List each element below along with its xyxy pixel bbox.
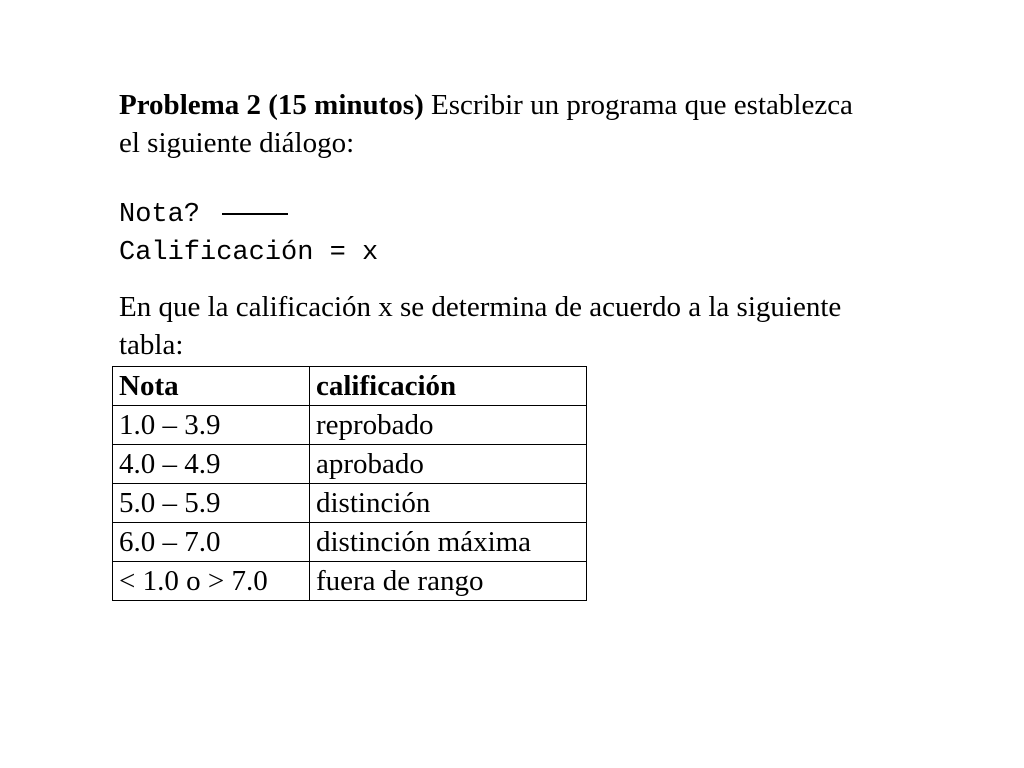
table-row (113, 484, 587, 523)
table-row (113, 562, 587, 601)
calificacion-cell: distinción máxima (310, 523, 587, 562)
nota-cell: 6.0 – 7.0 (113, 523, 310, 562)
header-nota: Nota (113, 367, 310, 406)
header-calificacion: calificación (310, 367, 587, 406)
nota-cell: < 1.0 o > 7.0 (113, 562, 310, 601)
nota-cell: 1.0 – 3.9 (113, 406, 310, 445)
dialog-prompt-line (119, 196, 288, 234)
dialog-prompt: Nota? (119, 200, 217, 230)
calificacion-cell: distinción (310, 484, 587, 523)
nota-cell: 5.0 – 5.9 (113, 484, 310, 523)
table-row (113, 445, 587, 484)
problem-statement (119, 86, 879, 162)
table-header-row (113, 367, 587, 406)
problem-title: Problema 2 (15 minutos) (119, 89, 424, 121)
calificacion-cell: reprobado (310, 406, 587, 445)
input-blank (222, 213, 288, 215)
calificacion-cell: aprobado (310, 445, 587, 484)
calificacion-cell: fuera de rango (310, 562, 587, 601)
table-row (113, 406, 587, 445)
table-row (113, 523, 587, 562)
table-intro: En que la calificación x se determina de acuerdo a la siguiente tabla: (119, 291, 842, 361)
grade-table (112, 366, 587, 601)
nota-cell: 4.0 – 4.9 (113, 445, 310, 484)
problem-description: Escribir un programa que establezca el siguiente diálogo: (119, 89, 853, 159)
dialog-output-line: Calificación = x (119, 238, 379, 268)
